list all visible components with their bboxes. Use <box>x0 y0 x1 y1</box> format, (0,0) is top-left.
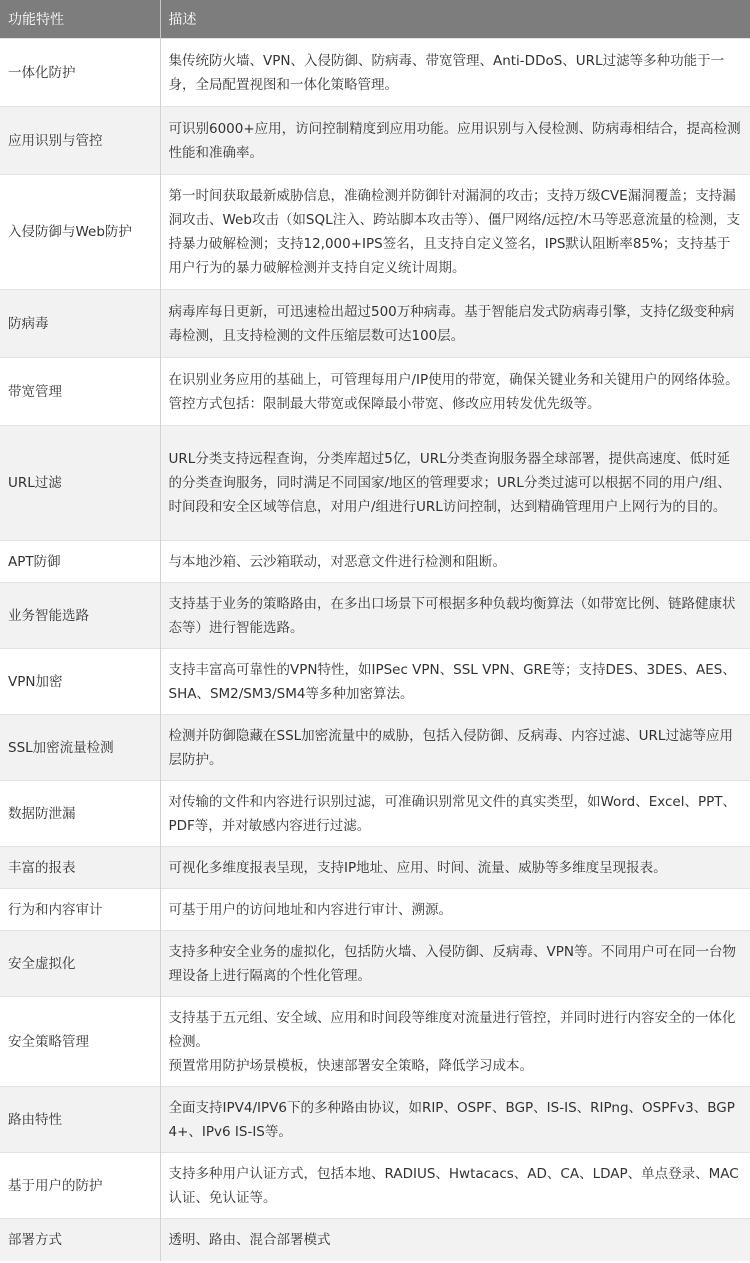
table-row <box>0 290 750 358</box>
description-cell: 支持基于业务的策略路由，在多出口场景下可根据多种负载均衡算法（如带宽比例、链路健康状态等）进行智能选路。 <box>160 583 750 649</box>
table-row <box>0 931 750 997</box>
feature-cell: 丰富的报表 <box>0 847 160 889</box>
feature-cell: 基于用户的防护 <box>0 1153 160 1219</box>
table-row <box>0 847 750 889</box>
description-cell: 全面支持IPV4/IPV6下的多种路由协议，如RIP、OSPF、BGP、IS-IS、RIPng、OSPFv3、BGP4+、IPv6 IS-IS等。 <box>160 1087 750 1153</box>
feature-cell: 安全策略管理 <box>0 997 160 1087</box>
table-row <box>0 426 750 541</box>
feature-cell: VPN加密 <box>0 649 160 715</box>
table-row <box>0 541 750 583</box>
feature-cell: 一体化防护 <box>0 39 160 107</box>
table-row <box>0 107 750 175</box>
feature-cell: 数据防泄漏 <box>0 781 160 847</box>
description-cell: 可识别6000+应用，访问控制精度到应用功能。应用识别与入侵检测、防病毒相结合，提高检测性能和准确率。 <box>160 107 750 175</box>
feature-cell: 安全虚拟化 <box>0 931 160 997</box>
table-row <box>0 1153 750 1219</box>
description-cell: 支持多种用户认证方式，包括本地、RADIUS、Hwtacacs、AD、CA、LDAP、单点登录、MAC认证、免认证等。 <box>160 1153 750 1219</box>
table-header-row <box>0 0 750 39</box>
table-row <box>0 781 750 847</box>
feature-cell: 业务智能选路 <box>0 583 160 649</box>
description-cell: 第一时间获取最新威胁信息，准确检测并防御针对漏洞的攻击；支持万级CVE漏洞覆盖；支持漏洞攻击、Web攻击（如SQL注入、跨站脚本攻击等）、僵尸网络/远控/木马等恶意流量的检测，支持暴力破解检测；支持12,000+IPS签名，且支持自定义签名，IPS默认阻断率85%；支持基于用户行为的暴力破解检测并支持自定义统计周期。 <box>160 175 750 290</box>
description-cell: 透明、路由、混合部署模式 <box>160 1219 750 1261</box>
header-description: 描述 <box>160 0 750 39</box>
feature-cell: URL过滤 <box>0 426 160 541</box>
table-row <box>0 583 750 649</box>
description-cell: 可基于用户的访问地址和内容进行审计、溯源。 <box>160 889 750 931</box>
description-cell: 在识别业务应用的基础上，可管理每用户/IP使用的带宽，确保关键业务和关键用户的网络体验。管控方式包括：限制最大带宽或保障最小带宽、修改应用转发优先级等。 <box>160 358 750 426</box>
description-cell: 可视化多维度报表呈现，支持IP地址、应用、时间、流量、威胁等多维度呈现报表。 <box>160 847 750 889</box>
feature-cell: SSL加密流量检测 <box>0 715 160 781</box>
feature-cell: 带宽管理 <box>0 358 160 426</box>
table-row <box>0 889 750 931</box>
description-cell: 病毒库每日更新，可迅速检出超过500万种病毒。基于智能启发式防病毒引擎，支持亿级变种病毒检测，且支持检测的文件压缩层数可达100层。 <box>160 290 750 358</box>
table-row <box>0 1219 750 1261</box>
table-row <box>0 1087 750 1153</box>
table-row <box>0 649 750 715</box>
description-cell: 与本地沙箱、云沙箱联动，对恶意文件进行检测和阻断。 <box>160 541 750 583</box>
feature-cell: 应用识别与管控 <box>0 107 160 175</box>
feature-cell: 入侵防御与Web防护 <box>0 175 160 290</box>
feature-cell: APT防御 <box>0 541 160 583</box>
feature-cell: 部署方式 <box>0 1219 160 1261</box>
description-cell: URL分类支持远程查询，分类库超过5亿，URL分类查询服务器全球部署，提供高速度、低时延的分类查询服务，同时满足不同国家/地区的管理要求；URL分类过滤可以根据不同的用户/组、时间段和安全区域等信息，对用户/组进行URL访问控制，达到精确管理用户上网行为的目的。 <box>160 426 750 541</box>
description-cell: 集传统防火墙、VPN、入侵防御、防病毒、带宽管理、Anti-DDoS、URL过滤等多种功能于一身，全局配置视图和一体化策略管理。 <box>160 39 750 107</box>
feature-cell: 路由特性 <box>0 1087 160 1153</box>
description-cell: 支持多种安全业务的虚拟化，包括防火墙、入侵防御、反病毒、VPN等。不同用户可在同一台物理设备上进行隔离的个性化管理。 <box>160 931 750 997</box>
feature-cell: 行为和内容审计 <box>0 889 160 931</box>
table-row <box>0 175 750 290</box>
table-row <box>0 997 750 1087</box>
description-cell: 支持基于五元组、安全域、应用和时间段等维度对流量进行管控，并同时进行内容安全的一体化检测。 预置常用防护场景模板，快速部署安全策略，降低学习成本。 <box>160 997 750 1087</box>
table-row <box>0 39 750 107</box>
header-feature: 功能特性 <box>0 0 160 39</box>
feature-cell: 防病毒 <box>0 290 160 358</box>
description-cell: 支持丰富高可靠性的VPN特性，如IPSec VPN、SSL VPN、GRE等；支持DES、3DES、AES、SHA、SM2/SM3/SM4等多种加密算法。 <box>160 649 750 715</box>
table-row <box>0 358 750 426</box>
description-cell: 对传输的文件和内容进行识别过滤，可准确识别常见文件的真实类型，如Word、Excel、PPT、PDF等，并对敏感内容进行过滤。 <box>160 781 750 847</box>
table-row <box>0 715 750 781</box>
description-cell: 检测并防御隐藏在SSL加密流量中的威胁，包括入侵防御、反病毒、内容过滤、URL过滤等应用层防护。 <box>160 715 750 781</box>
